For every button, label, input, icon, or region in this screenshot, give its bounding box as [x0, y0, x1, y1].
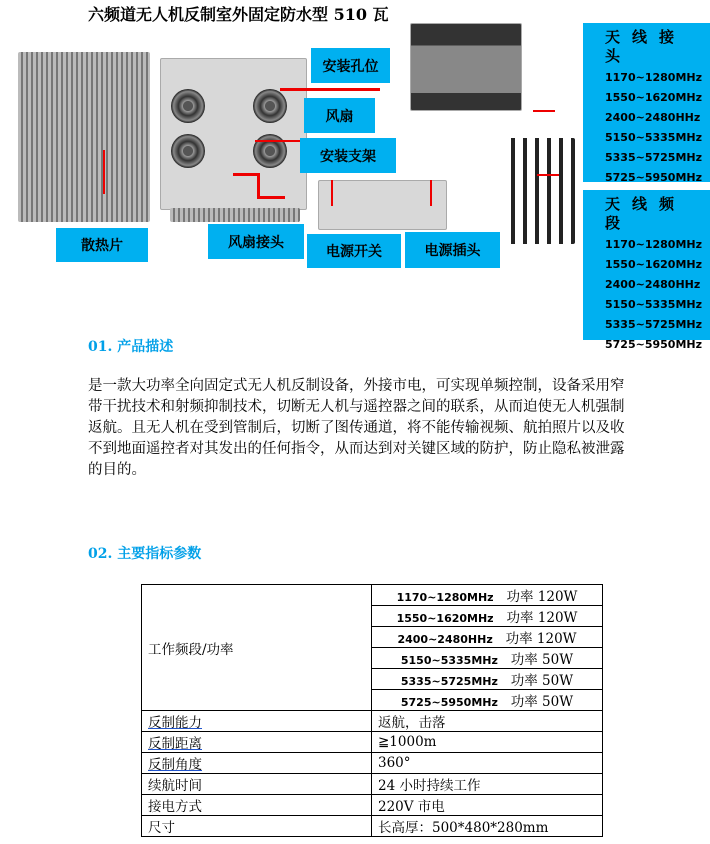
section-heading-description: 01. 产品描述	[88, 339, 174, 355]
description-paragraph: 是一款大功率全向固定式无人机反制设备，外接市电，可实现单频控制，设备采用窄带干扰技术和射频抑制技术，切断无人机与遥控器之间的联系，从而迫使无人机强制返航。且无人机在受到管制后，切断了图传通道，将不能传输视频、航拍照片以及收不到地面遥控者对其发出的任何指令，从而达到对关键区域的防护，防止隐私被泄露的目的。	[88, 378, 625, 478]
freq-item: 1170~1280MHz	[605, 71, 703, 84]
fan-icon	[171, 134, 205, 168]
freq-item: 5335~5725MHz	[605, 151, 703, 164]
band-cell	[372, 648, 603, 669]
label-fan: 风扇	[304, 98, 375, 133]
specs-table	[141, 584, 603, 837]
freq-item: 5725~5950MHz	[605, 338, 703, 351]
band-power: 功率 50W	[510, 673, 574, 689]
table-row	[142, 795, 603, 816]
antenna-connector-panel	[583, 23, 710, 182]
freq-item: 1170~1280MHz	[605, 238, 703, 251]
band-freq: 1170~1280MHz	[396, 591, 494, 604]
mount-holes-image	[410, 23, 522, 111]
arrow-line	[257, 173, 260, 198]
marker-line	[103, 150, 105, 194]
band-power: 功率 120W	[506, 589, 578, 605]
band-cell	[372, 606, 603, 627]
band-freq: 1550~1620MHz	[396, 612, 494, 625]
label-heatsink: 散热片	[56, 228, 148, 262]
heatsink-image	[18, 52, 150, 222]
spec-key: 接电方式	[142, 795, 372, 816]
band-power: 功率 120W	[506, 610, 578, 626]
table-row	[142, 711, 603, 732]
band-freq: 5150~5335MHz	[400, 654, 498, 667]
band-power: 功率 120W	[505, 631, 577, 647]
band-cell	[372, 669, 603, 690]
antenna-bands-panel	[583, 190, 710, 351]
spec-value: 长高厚：500*480*280mm	[372, 816, 603, 837]
marker-line	[537, 174, 559, 176]
freq-item: 5150~5335MHz	[605, 131, 703, 144]
spec-value: 220V 市电	[372, 795, 603, 816]
marker-line	[331, 180, 333, 206]
spec-value: 24 小时持续工作	[372, 774, 603, 795]
spec-key: 续航时间	[142, 774, 372, 795]
spec-key: 尺寸	[142, 816, 372, 837]
power-panel-image	[318, 180, 447, 230]
label-bracket: 安装支架	[300, 138, 396, 173]
freq-item: 5725~5950MHz	[605, 171, 703, 184]
antennas-image	[505, 138, 575, 244]
band-cell	[372, 627, 603, 648]
spec-key: 反制角度	[142, 753, 372, 774]
spec-key: 反制能力	[142, 711, 372, 732]
band-freq: 2400~2480HHz	[397, 633, 493, 646]
device-fins	[170, 208, 300, 222]
device-front-image	[160, 58, 307, 210]
freq-item: 5150~5335MHz	[605, 298, 703, 311]
spec-key: 反制距离	[142, 732, 372, 753]
band-cell	[372, 585, 603, 606]
spec-value: ≧1000m	[372, 732, 603, 753]
table-row	[142, 774, 603, 795]
freq-item: 5335~5725MHz	[605, 318, 703, 331]
arrow-line	[233, 173, 258, 176]
band-power: 功率 50W	[510, 652, 574, 668]
doc-title: 六频道无人机反制室外固定防水型 510 瓦	[88, 5, 389, 24]
marker-line	[533, 110, 555, 112]
label-power-switch: 电源开关	[307, 234, 401, 268]
table-row	[142, 816, 603, 837]
freq-item: 2400~2480HHz	[605, 111, 701, 124]
table-row	[142, 753, 603, 774]
freq-item: 2400~2480HHz	[605, 278, 701, 291]
table-row	[142, 732, 603, 753]
label-mount-holes: 安装孔位	[311, 48, 390, 83]
band-cell	[372, 690, 603, 711]
panel-heading: 天线接头	[605, 28, 687, 65]
fan-icon	[171, 89, 205, 123]
section-heading-specs: 02. 主要指标参数	[88, 546, 202, 562]
label-power-plug: 电源插头	[405, 232, 500, 268]
fan-icon	[253, 89, 287, 123]
marker-line	[430, 180, 432, 206]
band-freq: 5725~5950MHz	[400, 696, 498, 709]
band-power: 功率 50W	[510, 694, 574, 710]
label-fan-connector: 风扇接头	[208, 224, 304, 259]
arrow-line	[257, 196, 285, 199]
arrow-line	[280, 88, 380, 91]
band-label-cell: 工作频段/功率	[142, 585, 372, 711]
marker-line	[255, 140, 300, 142]
panel-heading: 天线频段	[605, 195, 687, 232]
freq-item: 1550~1620MHz	[605, 91, 703, 104]
spec-value: 360°	[372, 753, 603, 774]
freq-item: 1550~1620MHz	[605, 258, 703, 271]
spec-value: 返航，击落	[372, 711, 603, 732]
band-freq: 5335~5725MHz	[400, 675, 498, 688]
